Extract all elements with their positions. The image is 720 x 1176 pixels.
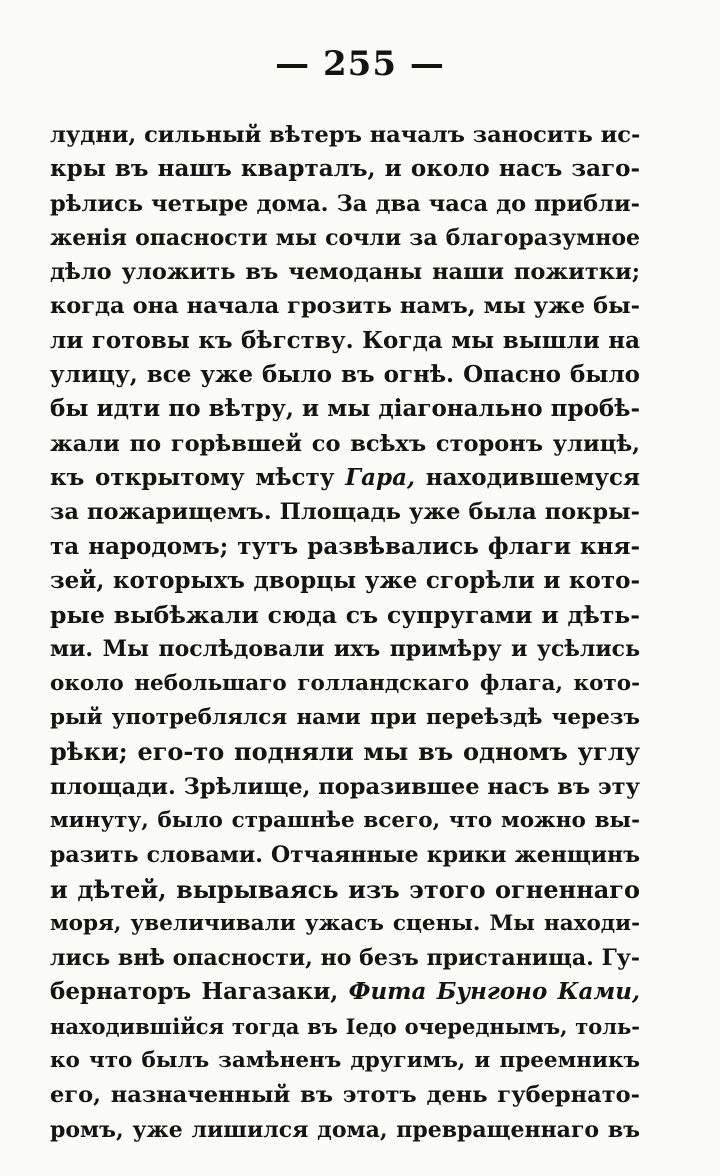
page-number: — 255 — [275, 44, 445, 84]
text-line: его, назначенный въ этотъ день губернато- [50, 1082, 640, 1109]
text-line: около небольшаго голландскаго флага, кото- [50, 670, 640, 696]
text-line: лись внѣ опасности, но безъ пристанища. Гу- [50, 945, 640, 972]
text-line: кры въ нашъ кварталъ, и около насъ заго- [50, 155, 640, 183]
text-line: разить словами. Отчаянные крики женщинъ [50, 842, 640, 869]
text-line: рые выбѣжали сюда съ супругами и дѣть- [50, 601, 640, 630]
text-line: жали по горѣвшей со всѣхъ сторонъ улицѣ, [50, 430, 640, 457]
text-line: и дѣтей, вырываясь изъ этого огненнаго [50, 874, 640, 904]
text-line: рѣлись четыре дома. За два часа до прибли- [50, 190, 640, 217]
text-line: рѣки; его-то подняли мы въ одномъ углу [50, 737, 640, 767]
text-line: лудни, сильный вѣтеръ началъ заносить ис- [50, 122, 640, 148]
text-line: зей, которыхъ дворцы уже сгорѣли и кото- [50, 566, 640, 594]
text-line: улицу, все уже было въ огнѣ. Опасно было [50, 361, 640, 389]
text-line: минуту, было страшнѣе всего, что можно вы- [50, 807, 640, 833]
text-line: ли готовы къ бѣгству. Когда мы вышли на [50, 326, 640, 354]
text-line: дѣло уложить въ чемоданы наши пожитки; [50, 259, 640, 286]
text-line: ми. Мы послѣдовали ихъ примѣру и усѣлись [50, 636, 640, 663]
italic-name: Фита Бунгоно Ками, [348, 978, 640, 1006]
text-line-with-italic: бернаторъ Нагазаки, Фита Бунгоно Ками, [50, 978, 640, 1006]
text-line: за пожарищемъ. Площадь уже была покры- [50, 499, 640, 526]
text-line: площади. Зрѣлище, поразившее насъ въ эту [50, 773, 640, 800]
text-line: та народомъ; тутъ развѣвались флаги кня- [50, 532, 640, 560]
text-line: моря, увеличивали ужасъ сцены. Мы находи- [50, 910, 640, 936]
body-text [50, 118, 640, 1147]
text-line: бы идти по вѣтру, и мы діагонально пробѣ- [50, 395, 640, 423]
text-line: находившійся тогда въ Іедо очереднымъ, толь- [50, 1013, 640, 1039]
italic-name: Гара, [345, 463, 416, 491]
text-line: ромъ, уже лишился дома, превращеннаго въ [50, 1116, 640, 1143]
text-line: женія опасности мы сочли за благоразумное [50, 224, 640, 251]
text-line: рый употреблялся нами при переѣздѣ черезъ [50, 705, 640, 731]
text-line: ко что былъ замѣненъ другимъ, и преемникъ [50, 1048, 640, 1074]
text-line-with-italic: къ открытому мѣсту Гара, находившемуся [50, 463, 640, 491]
text-line: когда она начала грозить намъ, мы уже бы- [50, 293, 640, 320]
